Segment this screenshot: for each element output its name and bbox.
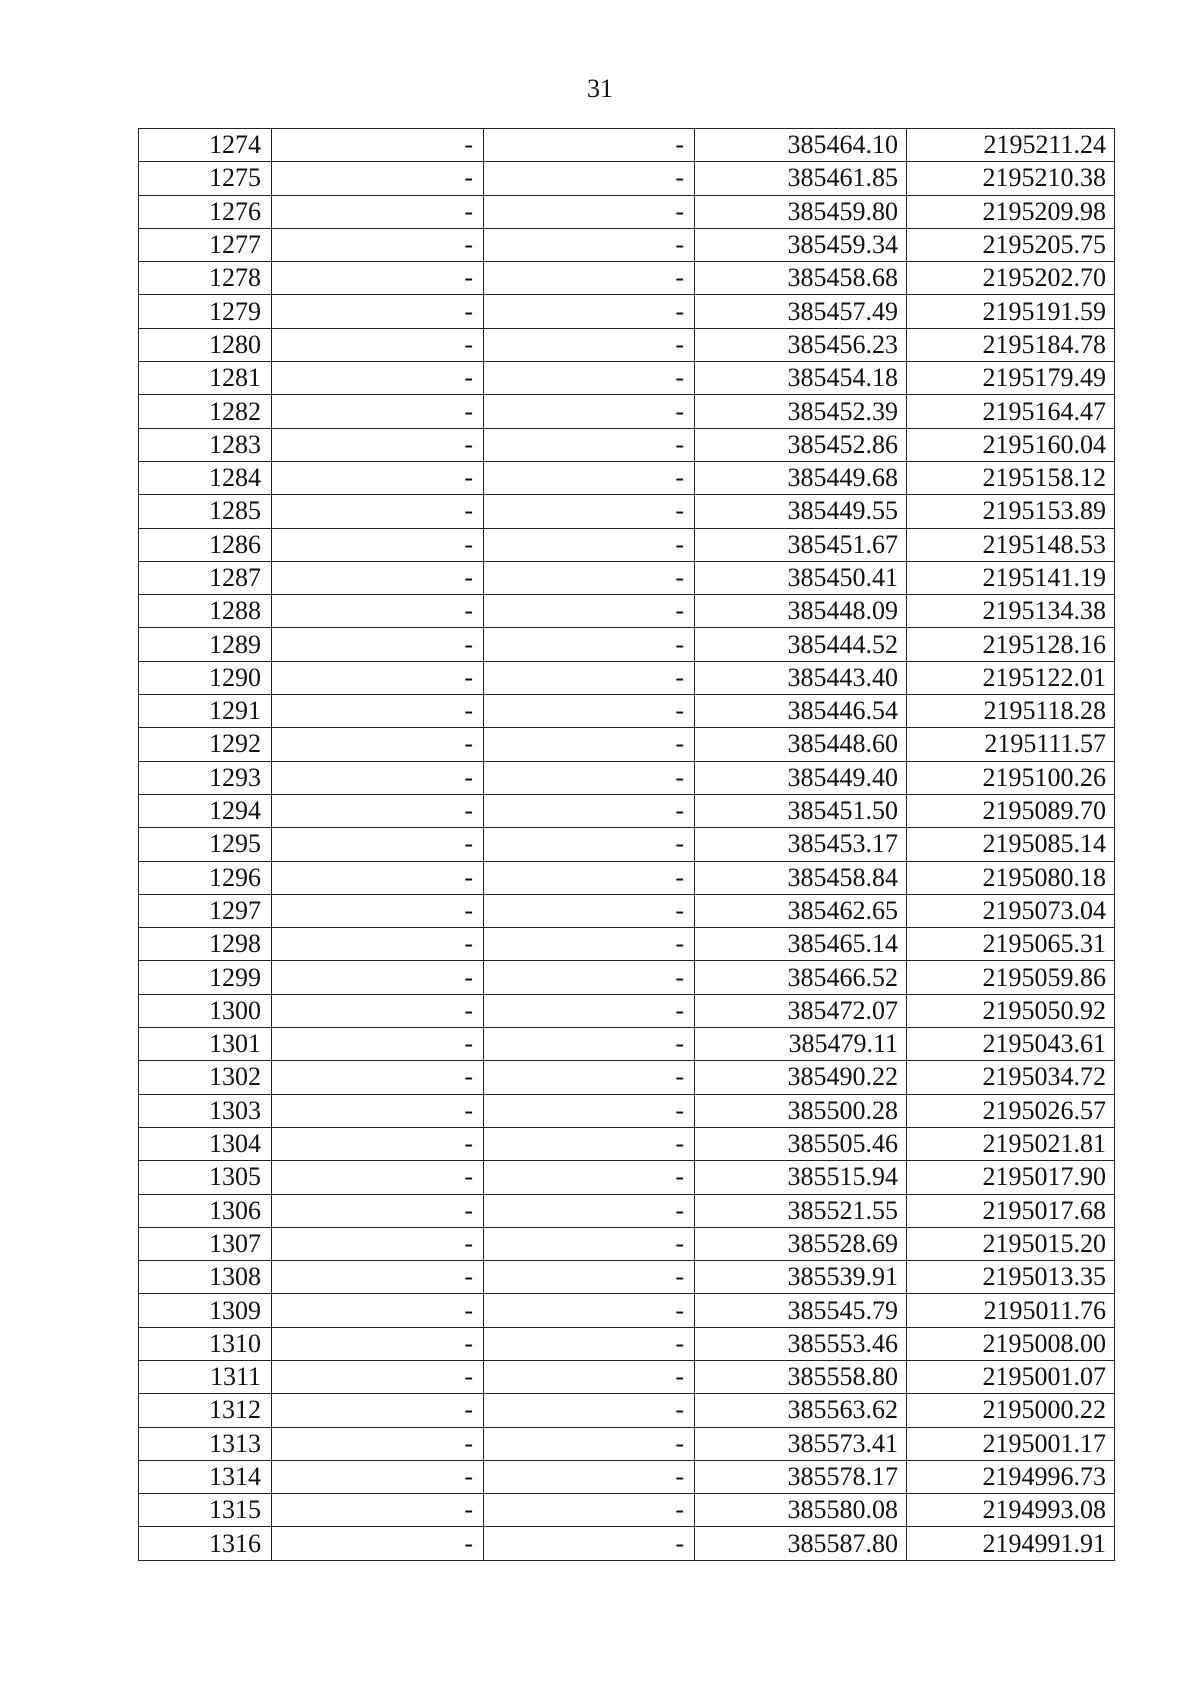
dash-cell: - (272, 1527, 484, 1560)
point-number-cell: 1280 (139, 328, 272, 361)
dash-cell: - (272, 328, 484, 361)
y-coordinate-cell: 2195202.70 (907, 262, 1115, 295)
table-row (139, 1360, 1115, 1393)
dash-cell: - (272, 1127, 484, 1160)
y-coordinate-cell: 2195000.22 (907, 1394, 1115, 1427)
dash-cell: - (484, 928, 695, 961)
dash-cell: - (272, 1227, 484, 1260)
dash-cell: - (484, 994, 695, 1027)
table-row (139, 961, 1115, 994)
y-coordinate-cell: 2195065.31 (907, 928, 1115, 961)
point-number-cell: 1308 (139, 1261, 272, 1294)
point-number-cell: 1292 (139, 728, 272, 761)
table-row (139, 228, 1115, 261)
table-row (139, 495, 1115, 528)
point-number-cell: 1298 (139, 928, 272, 961)
dash-cell: - (272, 1494, 484, 1527)
dash-cell: - (272, 1094, 484, 1127)
y-coordinate-cell: 2195191.59 (907, 295, 1115, 328)
point-number-cell: 1315 (139, 1494, 272, 1527)
table-row (139, 1394, 1115, 1427)
point-number-cell: 1285 (139, 495, 272, 528)
point-number-cell: 1313 (139, 1427, 272, 1460)
dash-cell: - (272, 129, 484, 162)
x-coordinate-cell: 385448.60 (695, 728, 907, 761)
y-coordinate-cell: 2195184.78 (907, 328, 1115, 361)
point-number-cell: 1293 (139, 761, 272, 794)
dash-cell: - (272, 1261, 484, 1294)
point-number-cell: 1281 (139, 362, 272, 395)
dash-cell: - (272, 362, 484, 395)
point-number-cell: 1307 (139, 1227, 272, 1260)
point-number-cell: 1290 (139, 661, 272, 694)
y-coordinate-cell: 2195153.89 (907, 495, 1115, 528)
dash-cell: - (484, 728, 695, 761)
table-row (139, 761, 1115, 794)
dash-cell: - (484, 595, 695, 628)
dash-cell: - (484, 1127, 695, 1160)
coordinates-table (138, 128, 1115, 1561)
dash-cell: - (272, 1427, 484, 1460)
dash-cell: - (484, 628, 695, 661)
dash-cell: - (272, 1028, 484, 1061)
dash-cell: - (484, 328, 695, 361)
point-number-cell: 1289 (139, 628, 272, 661)
table-row (139, 1127, 1115, 1160)
dash-cell: - (272, 761, 484, 794)
x-coordinate-cell: 385456.23 (695, 328, 907, 361)
x-coordinate-cell: 385462.65 (695, 894, 907, 927)
dash-cell: - (484, 1094, 695, 1127)
table-row (139, 828, 1115, 861)
x-coordinate-cell: 385521.55 (695, 1194, 907, 1227)
x-coordinate-cell: 385448.09 (695, 595, 907, 628)
x-coordinate-cell: 385458.84 (695, 861, 907, 894)
dash-cell: - (272, 961, 484, 994)
dash-cell: - (272, 1360, 484, 1393)
table-row (139, 894, 1115, 927)
point-number-cell: 1314 (139, 1460, 272, 1493)
x-coordinate-cell: 385545.79 (695, 1294, 907, 1327)
point-number-cell: 1305 (139, 1161, 272, 1194)
dash-cell: - (484, 362, 695, 395)
point-number-cell: 1301 (139, 1028, 272, 1061)
x-coordinate-cell: 385452.39 (695, 395, 907, 428)
y-coordinate-cell: 2195011.76 (907, 1294, 1115, 1327)
dash-cell: - (484, 861, 695, 894)
y-coordinate-cell: 2195050.92 (907, 994, 1115, 1027)
y-coordinate-cell: 2195210.38 (907, 162, 1115, 195)
y-coordinate-cell: 2195089.70 (907, 794, 1115, 827)
x-coordinate-cell: 385443.40 (695, 661, 907, 694)
y-coordinate-cell: 2195134.38 (907, 595, 1115, 628)
y-coordinate-cell: 2195017.68 (907, 1194, 1115, 1227)
dash-cell: - (272, 1394, 484, 1427)
table-row (139, 1094, 1115, 1127)
dash-cell: - (272, 395, 484, 428)
table-row (139, 794, 1115, 827)
y-coordinate-cell: 2195205.75 (907, 228, 1115, 261)
dash-cell: - (272, 162, 484, 195)
dash-cell: - (484, 461, 695, 494)
y-coordinate-cell: 2195209.98 (907, 195, 1115, 228)
point-number-cell: 1302 (139, 1061, 272, 1094)
table-row (139, 628, 1115, 661)
dash-cell: - (272, 1161, 484, 1194)
dash-cell: - (484, 1427, 695, 1460)
table-row (139, 1194, 1115, 1227)
x-coordinate-cell: 385539.91 (695, 1261, 907, 1294)
dash-cell: - (272, 1061, 484, 1094)
table-row (139, 1028, 1115, 1061)
dash-cell: - (272, 861, 484, 894)
dash-cell: - (484, 695, 695, 728)
table-row (139, 1227, 1115, 1260)
dash-cell: - (484, 1194, 695, 1227)
dash-cell: - (272, 894, 484, 927)
x-coordinate-cell: 385458.68 (695, 262, 907, 295)
point-number-cell: 1274 (139, 129, 272, 162)
y-coordinate-cell: 2195160.04 (907, 428, 1115, 461)
dash-cell: - (272, 295, 484, 328)
x-coordinate-cell: 385580.08 (695, 1494, 907, 1527)
dash-cell: - (484, 1161, 695, 1194)
table-row (139, 561, 1115, 594)
y-coordinate-cell: 2195080.18 (907, 861, 1115, 894)
table-row (139, 1527, 1115, 1560)
dash-cell: - (484, 528, 695, 561)
y-coordinate-cell: 2195158.12 (907, 461, 1115, 494)
table-row (139, 1161, 1115, 1194)
dash-cell: - (272, 262, 484, 295)
table-row (139, 1294, 1115, 1327)
x-coordinate-cell: 385461.85 (695, 162, 907, 195)
x-coordinate-cell: 385452.86 (695, 428, 907, 461)
y-coordinate-cell: 2195013.35 (907, 1261, 1115, 1294)
dash-cell: - (484, 894, 695, 927)
dash-cell: - (484, 1227, 695, 1260)
dash-cell: - (272, 1460, 484, 1493)
table-row (139, 861, 1115, 894)
table-row (139, 728, 1115, 761)
table-row (139, 428, 1115, 461)
dash-cell: - (484, 1261, 695, 1294)
y-coordinate-cell: 2195073.04 (907, 894, 1115, 927)
x-coordinate-cell: 385466.52 (695, 961, 907, 994)
point-number-cell: 1282 (139, 395, 272, 428)
dash-cell: - (272, 695, 484, 728)
table-row (139, 129, 1115, 162)
y-coordinate-cell: 2195021.81 (907, 1127, 1115, 1160)
point-number-cell: 1299 (139, 961, 272, 994)
point-number-cell: 1294 (139, 794, 272, 827)
dash-cell: - (484, 495, 695, 528)
y-coordinate-cell: 2195043.61 (907, 1028, 1115, 1061)
dash-cell: - (272, 1327, 484, 1360)
point-number-cell: 1300 (139, 994, 272, 1027)
y-coordinate-cell: 2195122.01 (907, 661, 1115, 694)
dash-cell: - (272, 1294, 484, 1327)
page-number: 31 (587, 74, 613, 103)
dash-cell: - (272, 495, 484, 528)
y-coordinate-cell: 2195001.17 (907, 1427, 1115, 1460)
dash-cell: - (272, 994, 484, 1027)
y-coordinate-cell: 2194991.91 (907, 1527, 1115, 1560)
dash-cell: - (484, 1028, 695, 1061)
point-number-cell: 1306 (139, 1194, 272, 1227)
dash-cell: - (484, 1460, 695, 1493)
table-row (139, 528, 1115, 561)
y-coordinate-cell: 2195141.19 (907, 561, 1115, 594)
dash-cell: - (272, 428, 484, 461)
x-coordinate-cell: 385465.14 (695, 928, 907, 961)
dash-cell: - (484, 1061, 695, 1094)
x-coordinate-cell: 385444.52 (695, 628, 907, 661)
dash-cell: - (484, 961, 695, 994)
point-number-cell: 1309 (139, 1294, 272, 1327)
table-row (139, 1460, 1115, 1493)
dash-cell: - (484, 661, 695, 694)
dash-cell: - (272, 628, 484, 661)
y-coordinate-cell: 2195148.53 (907, 528, 1115, 561)
dash-cell: - (484, 428, 695, 461)
point-number-cell: 1278 (139, 262, 272, 295)
point-number-cell: 1312 (139, 1394, 272, 1427)
x-coordinate-cell: 385472.07 (695, 994, 907, 1027)
dash-cell: - (484, 228, 695, 261)
point-number-cell: 1295 (139, 828, 272, 861)
x-coordinate-cell: 385500.28 (695, 1094, 907, 1127)
dash-cell: - (272, 828, 484, 861)
point-number-cell: 1283 (139, 428, 272, 461)
y-coordinate-cell: 2195111.57 (907, 728, 1115, 761)
y-coordinate-cell: 2195128.16 (907, 628, 1115, 661)
table-row (139, 395, 1115, 428)
table-row (139, 1327, 1115, 1360)
point-number-cell: 1316 (139, 1527, 272, 1560)
point-number-cell: 1310 (139, 1327, 272, 1360)
y-coordinate-cell: 2195100.26 (907, 761, 1115, 794)
dash-cell: - (484, 162, 695, 195)
x-coordinate-cell: 385459.80 (695, 195, 907, 228)
dash-cell: - (272, 461, 484, 494)
point-number-cell: 1277 (139, 228, 272, 261)
dash-cell: - (484, 561, 695, 594)
dash-cell: - (484, 828, 695, 861)
x-coordinate-cell: 385454.18 (695, 362, 907, 395)
x-coordinate-cell: 385573.41 (695, 1427, 907, 1460)
y-coordinate-cell: 2195164.47 (907, 395, 1115, 428)
x-coordinate-cell: 385553.46 (695, 1327, 907, 1360)
x-coordinate-cell: 385505.46 (695, 1127, 907, 1160)
dash-cell: - (484, 195, 695, 228)
x-coordinate-cell: 385453.17 (695, 828, 907, 861)
dash-cell: - (272, 195, 484, 228)
table-row (139, 1494, 1115, 1527)
table-row (139, 262, 1115, 295)
dash-cell: - (272, 561, 484, 594)
y-coordinate-cell: 2194993.08 (907, 1494, 1115, 1527)
x-coordinate-cell: 385451.67 (695, 528, 907, 561)
x-coordinate-cell: 385446.54 (695, 695, 907, 728)
dash-cell: - (272, 661, 484, 694)
x-coordinate-cell: 385578.17 (695, 1460, 907, 1493)
x-coordinate-cell: 385449.55 (695, 495, 907, 528)
point-number-cell: 1288 (139, 595, 272, 628)
point-number-cell: 1304 (139, 1127, 272, 1160)
x-coordinate-cell: 385464.10 (695, 129, 907, 162)
dash-cell: - (484, 761, 695, 794)
table-row (139, 328, 1115, 361)
x-coordinate-cell: 385515.94 (695, 1161, 907, 1194)
table-row (139, 1427, 1115, 1460)
point-number-cell: 1303 (139, 1094, 272, 1127)
dash-cell: - (484, 1294, 695, 1327)
table-row (139, 994, 1115, 1027)
y-coordinate-cell: 2195179.49 (907, 362, 1115, 395)
dash-cell: - (484, 1394, 695, 1427)
dash-cell: - (484, 295, 695, 328)
point-number-cell: 1287 (139, 561, 272, 594)
dash-cell: - (484, 794, 695, 827)
y-coordinate-cell: 2195211.24 (907, 129, 1115, 162)
point-number-cell: 1284 (139, 461, 272, 494)
dash-cell: - (272, 1194, 484, 1227)
x-coordinate-cell: 385558.80 (695, 1360, 907, 1393)
table-row (139, 195, 1115, 228)
x-coordinate-cell: 385490.22 (695, 1061, 907, 1094)
dash-cell: - (484, 1327, 695, 1360)
x-coordinate-cell: 385528.69 (695, 1227, 907, 1260)
x-coordinate-cell: 385459.34 (695, 228, 907, 261)
x-coordinate-cell: 385451.50 (695, 794, 907, 827)
x-coordinate-cell: 385449.40 (695, 761, 907, 794)
x-coordinate-cell: 385587.80 (695, 1527, 907, 1560)
point-number-cell: 1286 (139, 528, 272, 561)
point-number-cell: 1297 (139, 894, 272, 927)
point-number-cell: 1279 (139, 295, 272, 328)
x-coordinate-cell: 385449.68 (695, 461, 907, 494)
dash-cell: - (484, 1360, 695, 1393)
point-number-cell: 1276 (139, 195, 272, 228)
dash-cell: - (272, 728, 484, 761)
point-number-cell: 1275 (139, 162, 272, 195)
y-coordinate-cell: 2194996.73 (907, 1460, 1115, 1493)
x-coordinate-cell: 385457.49 (695, 295, 907, 328)
dash-cell: - (272, 928, 484, 961)
x-coordinate-cell: 385563.62 (695, 1394, 907, 1427)
dash-cell: - (484, 1494, 695, 1527)
y-coordinate-cell: 2195017.90 (907, 1161, 1115, 1194)
point-number-cell: 1291 (139, 695, 272, 728)
table-row (139, 1061, 1115, 1094)
y-coordinate-cell: 2195026.57 (907, 1094, 1115, 1127)
y-coordinate-cell: 2195059.86 (907, 961, 1115, 994)
x-coordinate-cell: 385479.11 (695, 1028, 907, 1061)
dash-cell: - (484, 1527, 695, 1560)
y-coordinate-cell: 2195034.72 (907, 1061, 1115, 1094)
table-row (139, 695, 1115, 728)
table-row (139, 595, 1115, 628)
point-number-cell: 1296 (139, 861, 272, 894)
y-coordinate-cell: 2195118.28 (907, 695, 1115, 728)
x-coordinate-cell: 385450.41 (695, 561, 907, 594)
table-row (139, 928, 1115, 961)
dash-cell: - (484, 262, 695, 295)
table-row (139, 162, 1115, 195)
point-number-cell: 1311 (139, 1360, 272, 1393)
dash-cell: - (272, 595, 484, 628)
dash-cell: - (484, 129, 695, 162)
y-coordinate-cell: 2195001.07 (907, 1360, 1115, 1393)
y-coordinate-cell: 2195085.14 (907, 828, 1115, 861)
table-row (139, 362, 1115, 395)
dash-cell: - (272, 528, 484, 561)
table-row (139, 661, 1115, 694)
dash-cell: - (272, 228, 484, 261)
y-coordinate-cell: 2195008.00 (907, 1327, 1115, 1360)
table-row (139, 295, 1115, 328)
table-row (139, 1261, 1115, 1294)
y-coordinate-cell: 2195015.20 (907, 1227, 1115, 1260)
dash-cell: - (484, 395, 695, 428)
table-row (139, 461, 1115, 494)
dash-cell: - (272, 794, 484, 827)
table-body (139, 129, 1115, 1561)
